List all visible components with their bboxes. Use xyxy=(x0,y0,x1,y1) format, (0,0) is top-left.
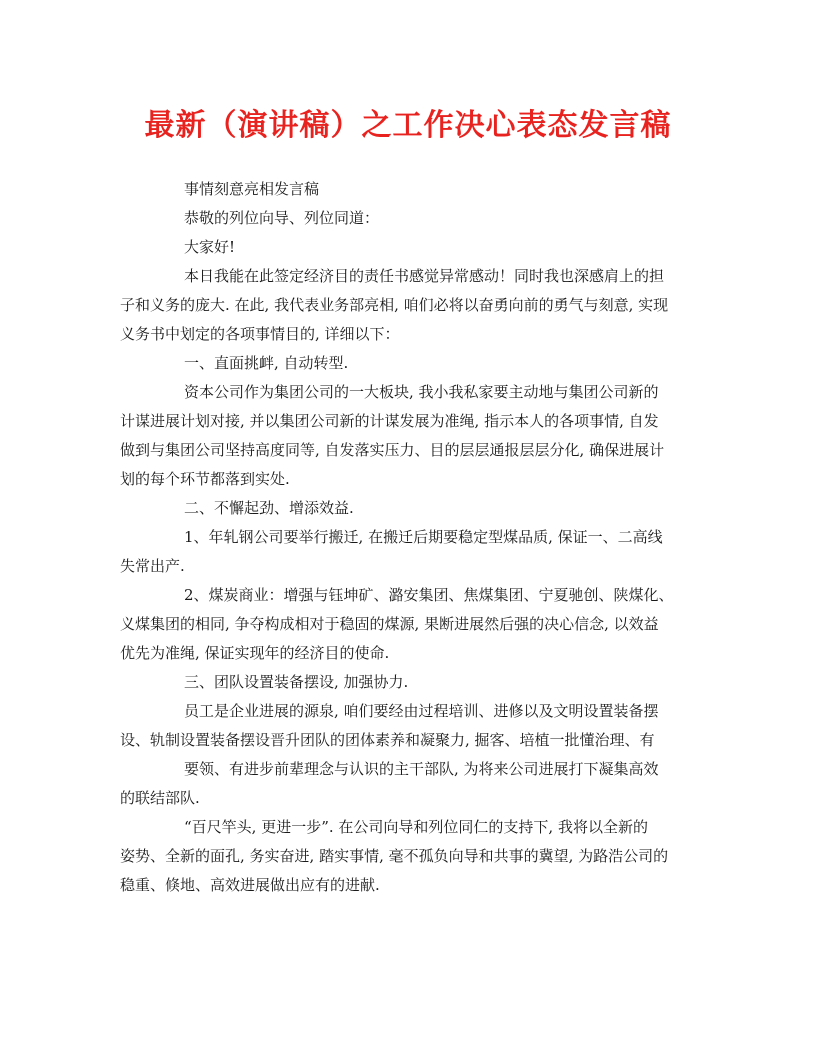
paragraph-line: 本日我能在此签定经济目的责任书感觉异常感动！同时我也深感肩上的担 xyxy=(184,267,665,285)
paragraph-line: 计谋进展计划对接, 并以集团公司新的计谋发展为准绳, 指示本人的各项事情, 自发 xyxy=(120,412,659,430)
paragraph-line: 设、轨制设置装备摆设晋升团队的团体素养和凝聚力, 掘客、培植一批懂治理、有 xyxy=(120,731,655,749)
paragraph-line: 义煤集团的相同, 争夺构成相对于稳固的煤源, 果断进展然后强的决心信念, 以效益 xyxy=(120,615,659,633)
paragraph-line: 失常出产. xyxy=(120,557,185,575)
document-title: 最新（演讲稿）之工作决心表态发言稿 xyxy=(144,108,672,143)
document-body xyxy=(120,175,696,900)
paragraph-line: 优先为准绳, 保证实现年的经济目的使命. xyxy=(120,644,390,662)
paragraph-line: 做到与集团公司坚持高度同等, 自发落实压力、目的层层通报层层分化, 确保进展计 xyxy=(120,441,665,459)
paragraph-line: 子和义务的庞大. 在此, 我代表业务部亮相, 咱们必将以奋勇向前的勇气与刻意, 实现 xyxy=(120,296,669,314)
paragraph-line: 划的每个环节都落到实处. xyxy=(120,470,290,488)
paragraph-line: 1、年轧钢公司要举行搬迁, 在搬迁后期要稳定型煤品质, 保证一、二高线 xyxy=(184,528,663,546)
paragraph-line: 三、团队设置装备摆设, 加强协力. xyxy=(184,673,409,691)
paragraph-line: 义务书中划定的各项事情目的, 详细以下： xyxy=(120,325,400,343)
paragraph-line: 要领、有进步前辈理念与认识的主干部队, 为将来公司进展打下凝集高效 xyxy=(184,760,659,778)
paragraph-line: 姿势、全新的面孔, 务实奋进, 踏实事情, 毫不孤负向导和共事的冀望, 为路浩公司的 xyxy=(120,847,669,865)
paragraph-line: “百尺竿头, 更进一步”. 在公司向导和列位同仁的支持下, 我将以全新的 xyxy=(184,818,648,836)
paragraph-line: 员工是企业进展的源泉, 咱们要经由过程培训、进修以及文明设置装备摆 xyxy=(184,702,659,720)
paragraph-line: 资本公司作为集团公司的一大板块, 我小我私家要主动地与集团公司新的 xyxy=(184,383,659,401)
paragraph-line: 恭敬的列位向导、列位同道： xyxy=(184,209,380,227)
paragraph-line: 2、煤炭商业：增强与钰坤矿、潞安集团、焦煤集团、宁夏驰创、陕煤化、 xyxy=(184,586,674,604)
paragraph-line: 的联结部队. xyxy=(120,789,200,807)
paragraph-line: 一、直面挑衅, 自动转型. xyxy=(184,354,349,372)
paragraph-line: 大家好! xyxy=(184,238,236,256)
paragraph-line: 二、不懈起劲、增添效益. xyxy=(184,499,354,517)
paragraph-line: 稳重、倏地、高效进展做出应有的进献. xyxy=(120,876,380,894)
paragraph-line: 事情刻意亮相发言稿 xyxy=(184,180,320,198)
